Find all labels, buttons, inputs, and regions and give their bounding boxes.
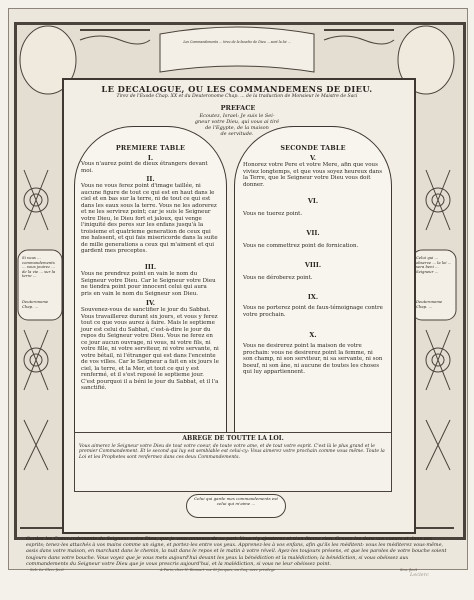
commandment-number: V.	[309, 154, 317, 162]
preface-line: de l'Egypte, de la maison	[205, 125, 269, 131]
summary-of-law-box	[74, 432, 392, 492]
summary-title: ABREGE DE TOUTTE LA LOI.	[182, 435, 284, 442]
commandment-number: X.	[309, 331, 317, 339]
commandment-number: III.	[144, 263, 157, 271]
preface-line: gneur votre Dieu, qui vous ai tiré	[194, 119, 280, 125]
commandment-text: Vous ne tuerez point.	[243, 211, 303, 217]
left-side-reference: Deuteronome Chap. ...	[22, 299, 49, 309]
commandment-number: I.	[147, 154, 154, 162]
credit-left: Seb. Le Clerc fecit	[30, 568, 64, 572]
commandment-number: VII.	[306, 229, 320, 237]
commandment-number: VI.	[307, 197, 319, 205]
top-banner-scroll	[160, 27, 314, 72]
pencil-signature: Leclerc	[410, 572, 429, 578]
page-title: LE DECALOGUE, OU LES COMMANDEMENS DE DIEU.	[101, 84, 373, 94]
commandment-number: IX.	[307, 293, 319, 301]
commandment-number: IV.	[145, 299, 156, 307]
commandment-text: Souvenez-vous de sanctifier le jour du Sabbat. Vous travaillerez durant six jours, et vous y ferez tout ce que vous aurez à faire. Mais le septieme jour est celui du Sabbat, c'est-à-dire le jour du repos du Seigneur votre Dieu. Vous ne ferez en ce jour aucun ouvrage, ni vous, ni votre fils, ni votre fille, ni votre serviteur, ni votre servante, ni votre bétail, ni l'étranger qui est dans l'enceinte de vos villes. Car le Seigneur a fait en six jours le ciel, la terre, et la Mer, et tout ce qui y est renfermé, et il s'est reposé le septieme jour. C'est pourquoi il a béni le jour du Sabbat, et il l'a sanctifié.	[81, 307, 219, 391]
credit-right: Scu. fecit	[400, 568, 418, 572]
commandment-text: Vous ne vous ferez point d'image taillée, ni aucune figure de tout ce qui est en haut dans le ciel et en bas sur la terre, ni de tout ce qui est dans les eaux sous la terre. Vous ne les adorerez et ne les servirez point; car je suis le Seigneur votre Dieu, le Dieu fort et jaloux, qui venge l'iniquité des peres sur les enfans jusqu'à la troisieme et quatrieme generation de ceux qui me haïssent, et qui fais misericorde dans la suite de mille generations a ceux qui m'aiment et qui gardent mes preceptes.	[81, 183, 218, 254]
second-table	[234, 126, 392, 433]
left-side-text: Si vous ... commandements ... vous jouirez ... de la vie ... sur la terre ...	[22, 255, 56, 279]
commandment-text: Vous ne déroberez point.	[243, 275, 313, 281]
preface-title: PREFACE	[220, 104, 256, 112]
commandment-text: Vous ne porterez point de faux-témoignage contre votre prochain.	[243, 305, 383, 318]
top-banner-text: Les Commandements ... tirez de la bouche de Dieu ... sont la loi ...	[183, 40, 291, 44]
commandment-text: Vous ne desirerez point la maison de votre prochain: vous ne desirerez point la femme, ni son champ, ni son serviteur, ni sa servante, ni son boeuf, ni son âne, ni aucune de toutes les choses qui luy appartiennent.	[243, 343, 383, 375]
credit-center: A Paris, chez N. Bonnart rue St Jacques, au Coq, avec privilege	[160, 568, 276, 572]
bottom-exhortation-text: Gardez les Commandements du Seigneur votre Dieu, que je vous annonce de sa part. Vous n'y ajouterez et n'en ôterez rien. Gravez-les dans vos coeurs et dans vos esprits; tenez-les attachés à vos mains comme un signe, et portez-les entre vos yeux. Apprenez-les à vos enfans, afin qu'ils les méditent: vous les méditerez vous-même, assis dans votre maison, en marchant dans le chemin, la nuit dans le repos et le matin à votre réveil. Ayez-les toujours présens, et que les paroles de votre bouche soient toujours dans votre bouche. Vous voyez que je vous mets aujourd'hui devant les yeux la bénédiction et la malédiction; la bénédiction, si vous obéissez aux commandements du Seigneur votre Dieu que je vous prescris aujourd'hui, et la malédiction, si vous ne leur obéissez point.	[26, 536, 447, 567]
preface-line: Ecoutez, Israel: Je suis le Sei-	[199, 113, 275, 119]
bottom-cartouche: Celui qui garde mes commandements est celui qui m'aime ...	[186, 494, 286, 518]
preface-line: de servitude.	[220, 131, 254, 137]
commandment-text: Vous ne prendrez point en vain le nom du Seigneur votre Dieu. Car le Seigneur votre Dieu ne tiendra point pour innocent celui qui aura pris en vain le nom du Seigneur son Dieu.	[81, 271, 216, 297]
right-side-reference: Deuteronome Chap. ...	[416, 299, 443, 309]
summary-text: Vous aimerez le Seigneur votre Dieu de tout votre coeur, de toute votre ame, et de tout votre esprit. C'est là le plus grand et le premier Commandement. Et le second qui luy est semblable est celui-cy: Vous aimerez votre prochain comme vous même. Toute la Loi et les Prophetes sont renfermez dans ces deux Commandements.	[79, 444, 385, 460]
page-subtitle: Tirez de l'Exode Chap. XX et du Deuteronome Chap. ... de la traduction de Monsieur le Maistre de Saci	[116, 94, 358, 99]
right-side-text: Celui qui ... observe ... la loi ... sera beni ... Seigneur ...	[416, 255, 452, 274]
commandment-number: II.	[146, 175, 155, 183]
first-table	[74, 126, 227, 433]
commandment-text: Vous ne commettrez point de fornication.	[243, 243, 359, 249]
second-table-heading: SECONDE TABLE	[280, 144, 346, 152]
commandment-text: Honorez votre Pere et votre Mere, afin que vous viviez longtemps, et que vous soyez heureux dans la Terre, que le Seigneur votre Dieu vous doit donner.	[243, 162, 383, 188]
commandment-text: Vous n'aurez point de dieux étrangers devant moi.	[81, 161, 208, 174]
commandment-number: VIII.	[304, 261, 322, 269]
first-table-heading: PREMIERE TABLE	[115, 144, 186, 152]
